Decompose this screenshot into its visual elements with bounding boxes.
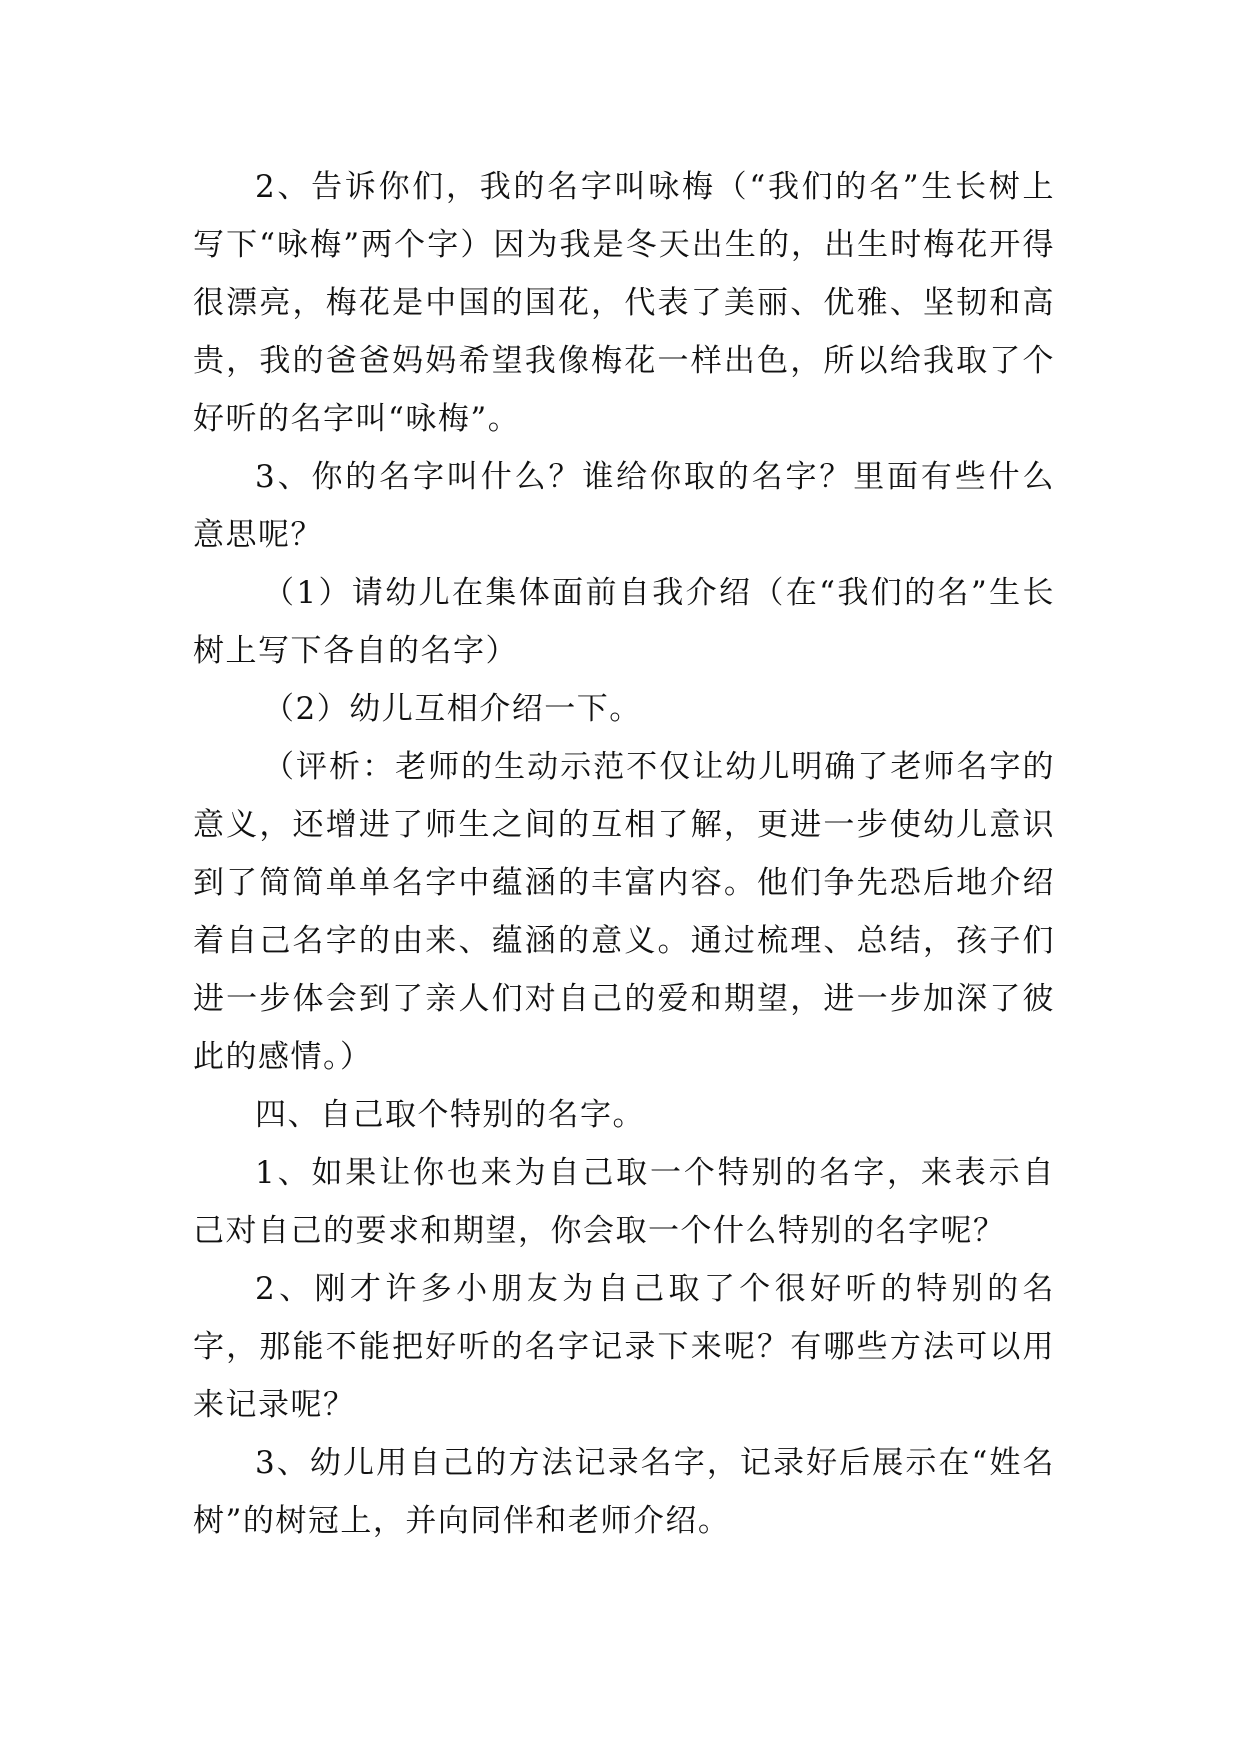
document-body: [193, 158, 1055, 1550]
section-heading-four: 四、自己取个特别的名字。: [255, 1097, 645, 1133]
paragraph-commentary: （评析：老师的生动示范不仅让幼儿明确了老师名字的意义，还增进了师生之间的互相了解，更进一步使幼儿意识到了简简单单名字中蕴涵的丰富内容。他们争先恐后地介绍着自己名字的由来、蕴涵的意义。通过梳理、总结，孩子们进一步体会到了亲人们对自己的爱和期望，进一步加深了彼此的感情。）: [193, 749, 1055, 1075]
paragraph-name-tree: 3、幼儿用自己的方法记录名字，记录好后展示在“姓名树”的树冠上，并向同伴和老师介绍。: [193, 1445, 1055, 1539]
paragraph-question-name: 3、你的名字叫什么？谁给你取的名字？里面有些什么意思呢？: [193, 459, 1055, 553]
paragraph-self-intro: （1）请幼儿在集体面前自我介绍（在“我们的名”生长树上写下各自的名字）: [193, 575, 1055, 669]
paragraph-teacher-name: 2、告诉你们，我的名字叫咏梅（“我们的名”生长树上写下“咏梅”两个字）因为我是冬天出生的，出生时梅花开得很漂亮，梅花是中国的国花，代表了美丽、优雅、坚韧和高贵，我的爸爸妈妈希望我像梅花一样出色，所以给我取了个好听的名字叫“咏梅”。: [193, 169, 1055, 437]
paragraph-special-name: 1、如果让你也来为自己取一个特别的名字，来表示自己对自己的要求和期望，你会取一个什么特别的名字呢？: [193, 1155, 1055, 1249]
paragraph-record-methods: 2、刚才许多小朋友为自己取了个很好听的特别的名字，那能不能把好听的名字记录下来呢？有哪些方法可以用来记录呢？: [193, 1271, 1055, 1423]
paragraph-mutual-intro: （2）幼儿互相介绍一下。: [263, 691, 642, 727]
